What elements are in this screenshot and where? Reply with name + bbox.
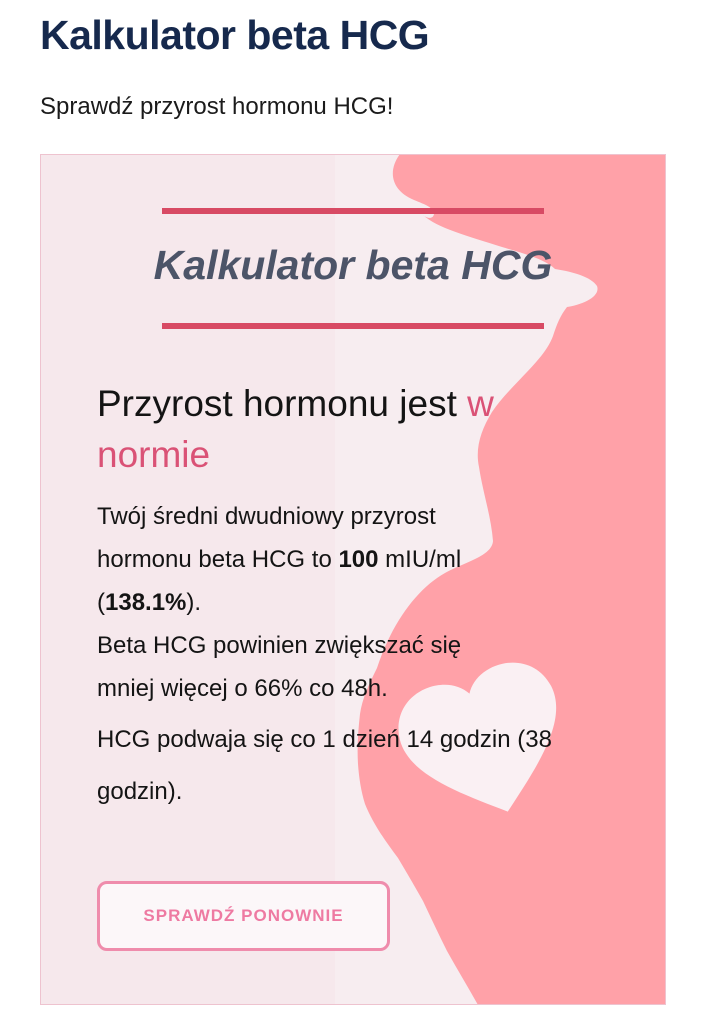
result-summary [97,496,517,711]
summary-norm-text: Beta HCG powinien zwiększać się mniej więcej o 66% co 48h. [97,631,462,702]
result-card [40,154,666,1005]
summary-text-2: mIU/ml ( [97,545,462,616]
summary-text-3: ). [186,588,202,616]
hcg-increase-value: 100 [338,545,379,573]
card-title: Kalkulator beta HCG [153,242,553,288]
page-title: Kalkulator beta HCG [40,12,430,58]
page-subtitle: Sprawdź przyrost hormonu HCG! [40,93,394,120]
hcg-increase-percent: 138.1% [105,588,187,616]
divider-bottom [162,323,544,329]
result-heading [97,378,559,480]
page [0,12,703,1005]
result-status: w normie [97,383,494,476]
card-content [40,154,666,1005]
summary-text-1: Twój średni dwudniowy przyrost hormonu beta HCG to [97,503,436,573]
check-again-button[interactable]: SPRAWDŹ PONOWNIE [97,881,390,951]
result-heading-prefix: Przyrost hormonu jest [97,383,468,424]
doubling-time-text: HCG podwaja się co 1 dzień 14 godzin (38 godzin). [97,726,552,805]
divider-top [162,208,544,214]
